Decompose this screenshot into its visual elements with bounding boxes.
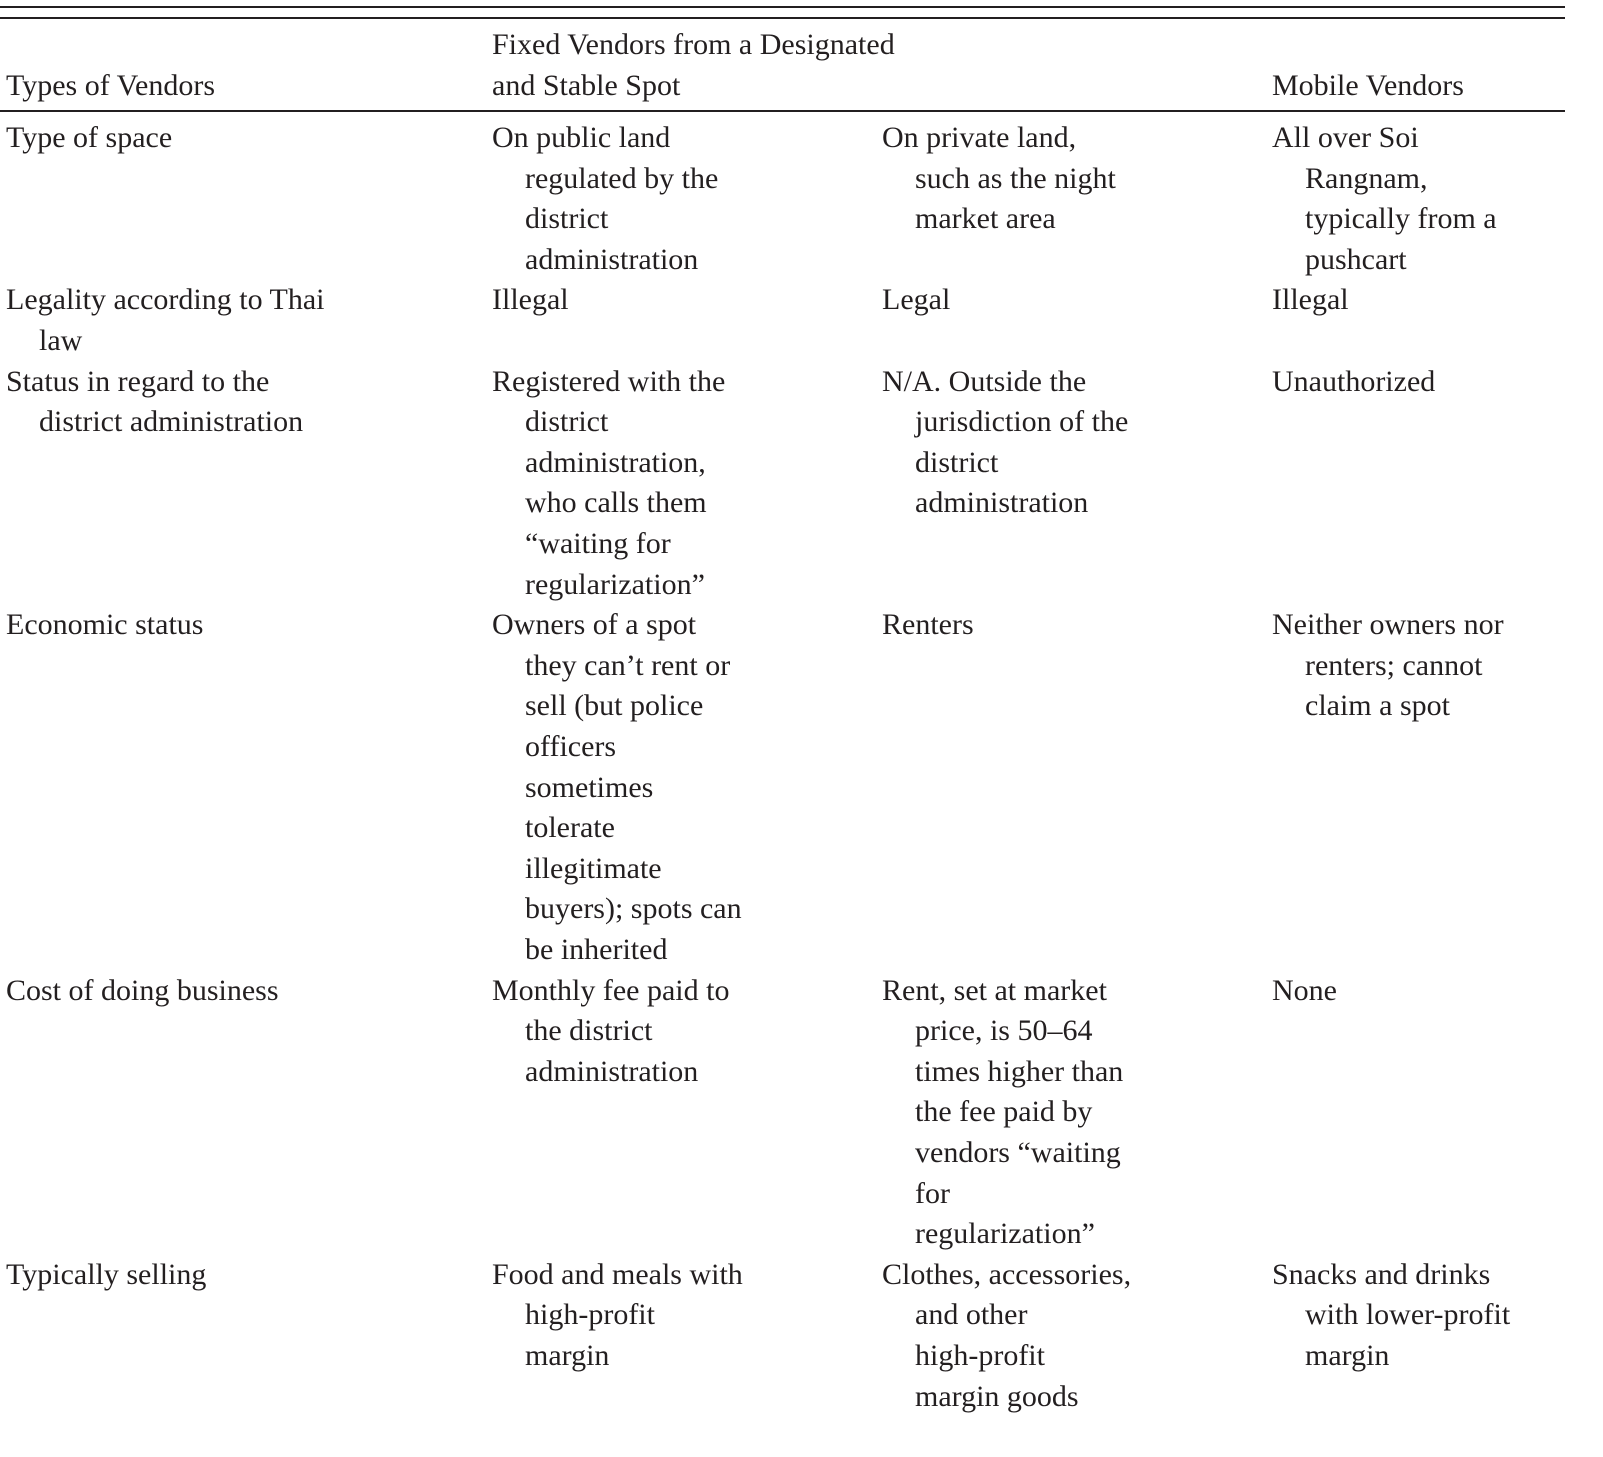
cell-fixed-private [882, 971, 1123, 1255]
cell-line: Owners of a spot [492, 608, 697, 642]
cell-line: district [915, 445, 999, 479]
cell-line: price, is 50–64 [915, 1014, 1093, 1048]
cell-fixed-public [492, 971, 729, 1093]
cell-label [6, 971, 279, 1012]
cell-line: Status in regard to the [6, 364, 270, 398]
cell-line: Unauthorized [1272, 364, 1436, 398]
cell-line: for [915, 1176, 950, 1210]
cell-line: district [525, 202, 609, 236]
cell-mobile [1272, 971, 1337, 1012]
cell-line: pushcart [1305, 242, 1407, 276]
cell-line: administration [915, 486, 1089, 520]
cell-fixed-private [882, 605, 974, 646]
cell-line: Neither owners nor [1272, 608, 1504, 642]
cell-line: Registered with the [492, 364, 726, 398]
table-row [0, 280, 1565, 361]
cell-line: margin goods [915, 1379, 1079, 1413]
cell-line: illegitimate [525, 851, 662, 885]
cell-line: they can’t rent or [525, 648, 731, 682]
cell-line: Type of space [6, 121, 173, 154]
header-text: Types of Vendors [6, 68, 215, 102]
cell-fixed-private [882, 118, 1116, 240]
cell-line: administration [525, 242, 699, 276]
cell-mobile [1272, 1255, 1510, 1377]
cell-line: Legal [882, 283, 951, 317]
cell-mobile [1272, 280, 1349, 321]
cell-line: Typically selling [6, 1257, 207, 1291]
top-double-rule-2 [0, 17, 1565, 19]
cell-line: the district [525, 1014, 653, 1048]
cell-fixed-public [492, 362, 725, 606]
cell-label [6, 1255, 206, 1296]
cell-line: margin [525, 1338, 610, 1372]
cell-line: administration, [525, 445, 706, 479]
cell-line: market area [915, 202, 1056, 236]
cell-line: high-profit [525, 1298, 655, 1332]
cell-mobile [1272, 362, 1435, 403]
cell-fixed-private [882, 362, 1128, 524]
cell-fixed-public [492, 118, 718, 280]
cell-line: margin [1305, 1338, 1390, 1372]
cell-line: law [39, 323, 83, 357]
cell-line: such as the night [915, 161, 1116, 195]
cell-line: N/A. Outside the [882, 364, 1087, 398]
cell-fixed-private [882, 1255, 1131, 1417]
cell-line: district administration [39, 405, 304, 439]
table-row [0, 362, 1565, 606]
cell-line: Clothes, accessories, [882, 1257, 1132, 1291]
top-double-rule-1 [0, 6, 1565, 8]
cell-line: Illegal [492, 283, 569, 317]
cell-line: buyers); spots can [525, 892, 742, 926]
cell-label [6, 605, 203, 646]
header-mobile-vendors [1272, 66, 1464, 107]
cell-fixed-public [492, 1255, 743, 1377]
cell-line: Rangnam, [1305, 161, 1428, 195]
table-row [0, 971, 1565, 1255]
header-text: Mobile Vendors [1272, 68, 1464, 102]
cell-line: sometimes [525, 770, 654, 804]
cell-line: high-profit [915, 1338, 1045, 1372]
cell-line: Cost of doing business [6, 973, 279, 1007]
cell-line: the fee paid by [915, 1095, 1093, 1129]
cell-line: vendors “waiting [915, 1135, 1121, 1169]
cell-label [6, 280, 325, 361]
cell-fixed-public [492, 605, 742, 970]
cell-line: claim a spot [1305, 689, 1450, 723]
cell-line: who calls them [525, 486, 707, 520]
header-text: Fixed Vendors from a Designated [492, 28, 895, 61]
table-row [0, 118, 1565, 280]
table-row [0, 605, 1565, 970]
cell-line: renters; cannot [1305, 648, 1483, 682]
cell-line: On public land [492, 121, 671, 154]
cell-line: regularization” [525, 567, 705, 601]
cell-line: sell (but police [525, 689, 704, 723]
header-text: and Stable Spot [492, 68, 681, 102]
table-body [0, 118, 1565, 1417]
cell-fixed-private [882, 280, 950, 321]
cell-line: Legality according to Thai [6, 283, 325, 317]
cell-line: All over Soi [1272, 121, 1419, 154]
cell-line: be inherited [525, 932, 668, 966]
cell-mobile [1272, 118, 1497, 280]
cell-line: officers [525, 729, 617, 763]
cell-line: On private land, [882, 121, 1077, 154]
cell-line: and other [915, 1298, 1028, 1332]
cell-line: None [1272, 973, 1337, 1007]
cell-label [6, 362, 303, 443]
cell-line: times higher than [915, 1054, 1124, 1088]
cell-line: regulated by the [525, 161, 719, 195]
cell-mobile [1272, 605, 1504, 727]
cell-line: administration [525, 1054, 699, 1088]
cell-line: Monthly fee paid to [492, 973, 730, 1007]
cell-line: regularization” [915, 1217, 1095, 1251]
cell-line: with lower-profit [1305, 1298, 1511, 1332]
cell-line: jurisdiction of the [915, 405, 1129, 439]
cell-line: Rent, set at market [882, 973, 1107, 1007]
header-fixed-vendors [492, 25, 895, 106]
cell-line: Illegal [1272, 283, 1349, 317]
table-row [0, 1255, 1565, 1417]
cell-line: “waiting for [525, 526, 671, 560]
cell-label [6, 118, 172, 159]
cell-fixed-public [492, 280, 569, 321]
cell-line: Economic status [6, 608, 204, 642]
cell-line: Food and meals with [492, 1257, 743, 1291]
cell-line: typically from a [1305, 202, 1497, 236]
header-types-of-vendors [6, 66, 215, 107]
cell-line: Snacks and drinks [1272, 1257, 1491, 1291]
cell-line: Renters [882, 608, 974, 642]
header-rule [0, 110, 1565, 112]
cell-line: district [525, 405, 609, 439]
cell-line: tolerate [525, 811, 615, 845]
